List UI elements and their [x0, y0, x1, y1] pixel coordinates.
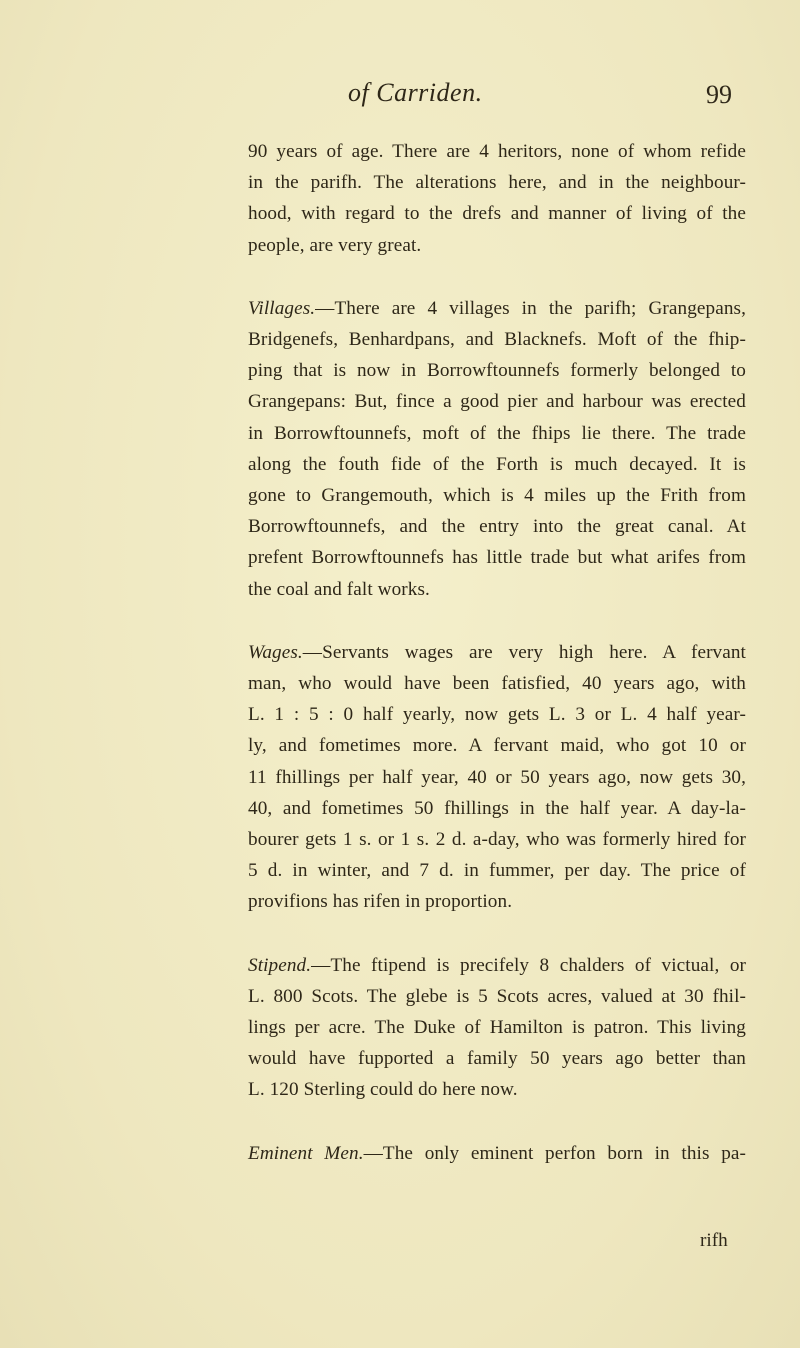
text-line: hood, with regard to the drefs and manner of living of the: [248, 203, 746, 225]
text-line: Villages.—There are 4 villages in the parifh; Grangepans,: [248, 297, 746, 319]
paragraph-eminent-men: [248, 1138, 746, 1169]
text-line: prefent Borrowftounnefs has little trade but what arifes from: [248, 547, 746, 569]
text-line: in the parifh. The alterations here, and in the neighbour-: [248, 172, 746, 194]
section-heading: Villages.: [248, 297, 316, 319]
text-line: gone to Grangemouth, which is 4 miles up the Frith from: [248, 485, 746, 507]
text-line: man, who would have been fatisfied, 40 years ago, with: [248, 673, 746, 695]
catchword: rifh: [700, 1230, 728, 1251]
text-line: Stipend.—The ftipend is precifely 8 chalders of victual, or: [248, 954, 746, 976]
text-line: 5 d. in winter, and 7 d. in fummer, per day. The price of: [248, 860, 746, 882]
text-line: in Borrowftounnefs, moft of the fhips lie there. The trade: [248, 422, 746, 444]
text-line: along the fouth fide of the Forth is much decayed. It is: [248, 453, 746, 475]
text-line: would have fupported a family 50 years ago better than: [248, 1048, 746, 1070]
text-line: bourer gets 1 s. or 1 s. 2 d. a-day, who was formerly hired for: [248, 829, 746, 851]
page-header: [0, 78, 800, 122]
section-heading: Wages.: [248, 641, 303, 663]
text-line: 40, and fometimes 50 fhillings in the half year. A day-la-: [248, 797, 746, 819]
text-line: ly, and fometimes more. A fervant maid, who got 10 or: [248, 735, 746, 757]
paragraph-age-and-heritors: [248, 136, 746, 261]
text-line: L. 800 Scots. The glebe is 5 Scots acres, valued at 30 fhil-: [248, 985, 746, 1007]
text-line: L. 120 Sterling could do here now.: [248, 1079, 518, 1101]
text-body: [248, 136, 746, 1169]
text-line: 90 years of age. There are 4 heritors, none of whom refide: [248, 141, 746, 162]
text-line: provifions has rifen in proportion.: [248, 891, 513, 913]
text-line: Bridgenefs, Benhardpans, and Blacknefs. Moft of the fhip-: [248, 329, 746, 351]
text-line: L. 1 : 5 : 0 half yearly, now gets L. 3 or L. 4 half year-: [248, 704, 746, 726]
text-line: 11 fhillings per half year, 40 or 50 years ago, now gets 30,: [248, 766, 746, 788]
section-heading: Stipend.: [248, 954, 312, 976]
paragraph-wages: [248, 637, 746, 918]
paragraph-villages: [248, 293, 746, 605]
section-heading: Eminent Men.: [248, 1142, 364, 1164]
text-line: Grangepans: But, fince a good pier and harbour was erected: [248, 391, 746, 413]
text-line: Wages.—Servants wages are very high here. A fervant: [248, 641, 746, 663]
text-line: Borrowftounnefs, and the entry into the great canal. At: [248, 516, 746, 538]
text-line: Eminent Men.—The only eminent perfon born in this pa-: [248, 1142, 746, 1164]
text-line: the coal and falt works.: [248, 578, 430, 600]
paragraph-stipend: [248, 950, 746, 1106]
text-line: people, are very great.: [248, 234, 422, 256]
text-line: lings per acre. The Duke of Hamilton is patron. This living: [248, 1017, 746, 1039]
running-title: of Carriden.: [348, 78, 483, 107]
text-line: ping that is now in Borrowftounnefs formerly belonged to: [248, 360, 746, 382]
page-number: 99: [706, 80, 732, 109]
